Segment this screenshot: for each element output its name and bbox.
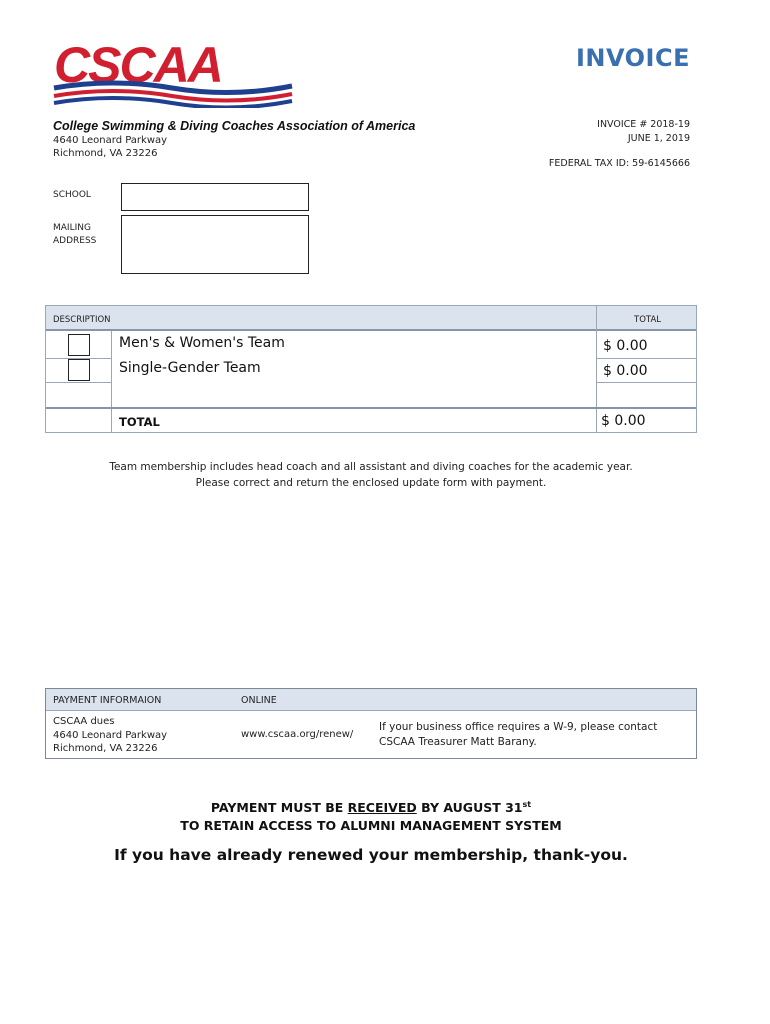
invoice-number: INVOICE # 2018-19: [597, 119, 690, 130]
payment-info-table: [45, 688, 697, 759]
row-divider: [46, 382, 111, 383]
svg-text:CSCAA: CSCAA: [54, 38, 222, 93]
mailing-label-line1: MAILING: [53, 223, 91, 233]
invoice-date: JUNE 1, 2019: [627, 132, 690, 144]
mailing-address-field[interactable]: [121, 215, 309, 274]
total-row: [46, 407, 696, 432]
payee-address-line2: Richmond, VA 23226: [53, 743, 158, 754]
mens-womens-team-checkbox[interactable]: [68, 334, 90, 356]
payee-name: CSCAA dues: [53, 716, 115, 727]
mailing-payee: [53, 715, 167, 756]
deadline-date: BY AUGUST 31: [416, 800, 523, 816]
payee-address-line1: 4640 Leonard Parkway: [53, 729, 168, 741]
single-gender-team-checkbox[interactable]: [68, 359, 90, 381]
school-field[interactable]: [121, 183, 309, 211]
renew-url[interactable]: www.cscaa.org/renew/: [241, 729, 354, 740]
deadline-emphasis: RECEIVED: [347, 800, 417, 816]
item-amount: $ 0.00: [603, 363, 648, 379]
organization-name: College Swimming & Diving Coaches Association of America: [53, 119, 416, 133]
description-header: DESCRIPTION: [53, 315, 111, 325]
invoice-title: INVOICE: [575, 44, 690, 72]
invoice-items-table: [45, 305, 697, 433]
total-header: TOTAL: [634, 315, 661, 325]
deadline-line2: TO RETAIN ACCESS TO ALUMNI MANAGEMENT SYSTEM: [180, 818, 562, 834]
payment-deadline: [0, 796, 742, 835]
payment-header: [46, 689, 696, 711]
invoice-meta: [597, 118, 690, 145]
deadline-line1: [0, 796, 742, 817]
thank-you-message: If you have already renewed your membership, thank-you.: [114, 846, 628, 864]
w9-line1: If your business office requires a W-9, please contact: [379, 721, 658, 733]
school-label: SCHOOL: [53, 190, 91, 200]
cscaa-logo: [52, 38, 294, 108]
mailing-address-label: [53, 222, 96, 248]
note-line2: Please correct and return the enclosed update form with payment.: [195, 476, 547, 489]
w9-note: [379, 720, 657, 750]
org-address-line2: Richmond, VA 23226: [53, 148, 158, 159]
organization-address: [53, 134, 167, 160]
deadline-prefix: PAYMENT MUST BE: [210, 800, 348, 816]
deadline-suffix: st: [522, 800, 532, 809]
item-label: Men's & Women's Team: [119, 335, 285, 351]
items-header: [46, 306, 696, 331]
note-line1: Team membership includes head coach and all assistant and diving coaches for the academic year.: [109, 461, 633, 473]
online-header: ONLINE: [241, 695, 277, 706]
row-divider: [596, 382, 696, 383]
org-address-line1: 4640 Leonard Parkway: [53, 135, 168, 146]
mailing-label-line2: ADDRESS: [53, 236, 97, 246]
row-divider: [596, 358, 696, 359]
payment-info-header: PAYMENT INFORMAION: [53, 695, 162, 706]
item-label: Single-Gender Team: [119, 360, 261, 376]
total-label: TOTAL: [119, 415, 160, 429]
membership-note: [0, 460, 742, 491]
federal-tax-id: FEDERAL TAX ID: 59-6145666: [548, 158, 690, 169]
item-amount: $ 0.00: [603, 338, 648, 354]
total-amount: $ 0.00: [601, 413, 646, 429]
w9-line2: CSCAA Treasurer Matt Barany.: [379, 736, 537, 748]
